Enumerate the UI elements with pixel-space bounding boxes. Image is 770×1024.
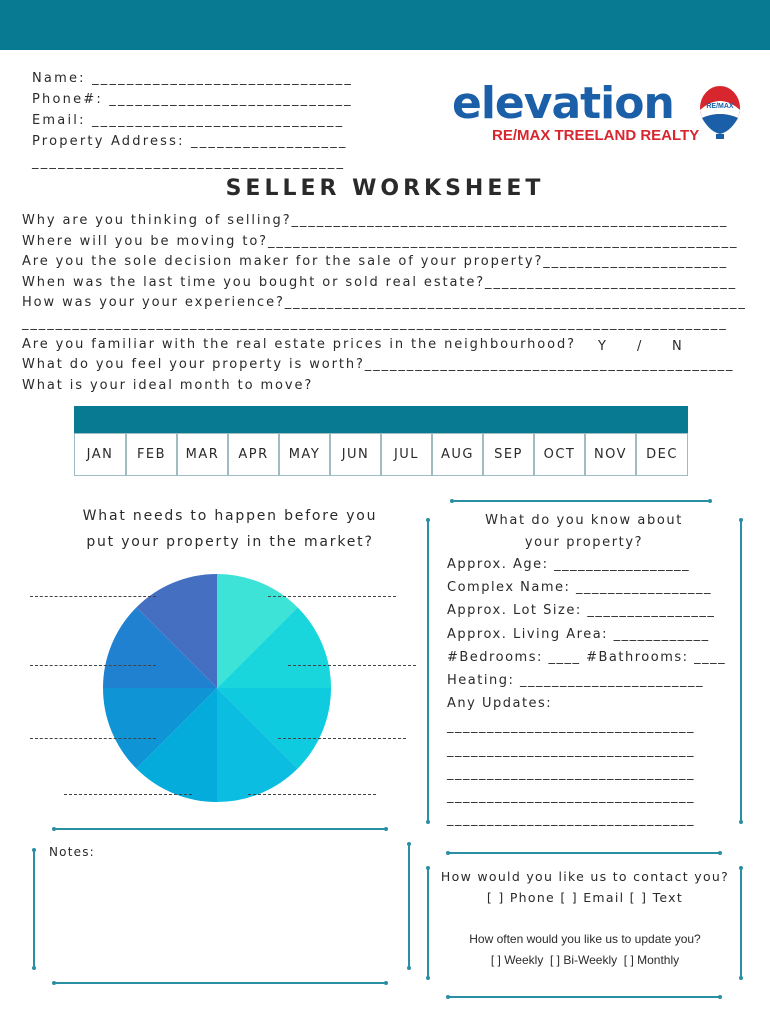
contact-preference [440, 866, 730, 908]
notes-right-border [408, 844, 410, 968]
update-question: How often would you like us to update you? [469, 932, 701, 946]
pie-question-line2: put your property in the market? [86, 534, 374, 550]
notes-label: Notes: [49, 845, 95, 859]
month-dec[interactable]: DEC [636, 433, 688, 476]
question-property-worth[interactable]: What do you feel your property is worth?____________________________________________ [22, 357, 735, 373]
pie-blank-left-4[interactable] [64, 794, 192, 796]
question-last-transaction[interactable]: When was the last time you bought or sold real estate?______________________________ [22, 274, 738, 290]
bed-bath-field[interactable]: #Bedrooms: ____ #Bathrooms: ____ [447, 649, 727, 665]
month-selector [74, 433, 688, 476]
pie-blank-right-1[interactable] [268, 596, 396, 598]
contact-options[interactable]: [ ] Phone [ ] Email [ ] Text [486, 890, 684, 905]
month-jul[interactable]: JUL [381, 433, 432, 476]
month-aug[interactable]: AUG [432, 433, 483, 476]
month-nov[interactable]: NOV [585, 433, 636, 476]
pie-chart [102, 571, 332, 805]
logo-tagline: RE/MAX TREELAND REALTY [492, 127, 700, 144]
notes-bottom-border [54, 982, 386, 984]
months-header-bar [74, 406, 688, 433]
contact-right-border [740, 868, 742, 978]
panel-right-border [740, 520, 742, 822]
border-dot [52, 981, 56, 985]
pie-blank-right-4[interactable] [248, 794, 376, 796]
updates-line[interactable]: _______________________________ [447, 719, 695, 735]
balloon-label: RE/MAX [706, 103, 734, 110]
yes-no-separator: / [637, 339, 642, 354]
logo-wordmark: elevation [452, 78, 674, 129]
panel-left-border [427, 520, 429, 822]
border-dot [446, 851, 450, 855]
question-experience-line2[interactable]: ____________________________________________________________________________________ [22, 315, 728, 331]
border-dot [718, 995, 722, 999]
month-sep[interactable]: SEP [483, 433, 534, 476]
border-dot [739, 518, 743, 522]
month-oct[interactable]: OCT [534, 433, 585, 476]
border-dot [407, 842, 411, 846]
panel-top-border [452, 500, 710, 502]
pie-blank-right-2[interactable] [288, 665, 416, 667]
heating-field[interactable]: Heating: _______________________ [447, 673, 704, 689]
question-ideal-month: What is your ideal month to move? [22, 377, 314, 393]
pie-question-line1: What needs to happen before you [82, 508, 378, 524]
border-dot [718, 851, 722, 855]
month-apr[interactable]: APR [228, 433, 279, 476]
updates-label: Any Updates: [447, 696, 553, 712]
contact-info-block [32, 68, 353, 173]
border-dot [32, 848, 36, 852]
notes-left-border [33, 850, 35, 968]
panel-bottom-border [448, 852, 720, 854]
question-familiar-prices: Are you familiar with the real estate prices in the neighbourhood? [22, 336, 576, 352]
border-dot [32, 966, 36, 970]
page-title: SELLER WORKSHEET [225, 176, 545, 201]
living-area-field[interactable]: Approx. Living Area: ____________ [447, 626, 710, 642]
contact-bottom-border [448, 996, 720, 998]
questions-block [22, 211, 747, 396]
email-field[interactable]: Email: _____________________________ [32, 113, 345, 128]
lot-size-field[interactable]: Approx. Lot Size: ________________ [447, 603, 716, 619]
notes-top-border [54, 828, 386, 830]
border-dot [446, 995, 450, 999]
updates-line[interactable]: _______________________________ [447, 812, 695, 828]
question-why-selling[interactable]: Why are you thinking of selling?____________________________________________________ [22, 213, 729, 228]
border-dot [450, 499, 454, 503]
border-dot [739, 976, 743, 980]
border-dot [739, 866, 743, 870]
question-experience[interactable]: How was your your experience?_______________________________________________________ [22, 295, 747, 311]
company-logo [452, 80, 752, 150]
pie-blank-left-2[interactable] [30, 665, 156, 667]
updates-line[interactable]: _______________________________ [447, 765, 695, 781]
pie-question [80, 503, 380, 555]
remax-balloon-icon [700, 86, 740, 139]
border-dot [384, 981, 388, 985]
month-may[interactable]: MAY [279, 433, 330, 476]
border-dot [384, 827, 388, 831]
pie-blank-left-3[interactable] [30, 738, 156, 740]
property-heading-line2: your property? [524, 535, 644, 550]
approx-age-field[interactable]: Approx. Age: _________________ [447, 557, 691, 572]
pie-blank-right-3[interactable] [278, 738, 406, 740]
no-option[interactable]: N [672, 339, 682, 354]
contact-left-border [427, 868, 429, 978]
border-dot [426, 820, 430, 824]
month-jan[interactable]: JAN [74, 433, 126, 476]
border-dot [426, 518, 430, 522]
update-options[interactable]: [ ] Weekly [ ] Bi-Weekly [ ] Monthly [490, 953, 680, 967]
month-jun[interactable]: JUN [330, 433, 381, 476]
border-dot [739, 820, 743, 824]
property-address-field[interactable]: Property Address: __________________ [32, 134, 348, 149]
phone-field[interactable]: Phone#: ____________________________ [32, 92, 353, 107]
name-field[interactable]: Name: ______________________________ [32, 71, 354, 86]
property-heading-line1: What do you know about [485, 513, 683, 528]
pie-blank-left-1[interactable] [30, 596, 156, 598]
border-dot [426, 866, 430, 870]
property-fields [447, 553, 726, 831]
yes-option[interactable]: Y [598, 339, 606, 354]
updates-line[interactable]: _______________________________ [447, 789, 695, 805]
header-bar [0, 0, 770, 50]
question-decision-maker[interactable]: Are you the sole decision maker for the sale of your property?______________________ [22, 254, 729, 270]
update-preference [440, 929, 730, 971]
updates-line[interactable]: _______________________________ [447, 742, 695, 758]
property-address-line2[interactable]: ____________________________________ [32, 155, 346, 170]
border-dot [52, 827, 56, 831]
complex-name-field[interactable]: Complex Name: _________________ [447, 580, 713, 596]
month-mar[interactable]: MAR [177, 433, 228, 476]
border-dot [407, 966, 411, 970]
property-heading [446, 510, 722, 554]
contact-question: How would you like us to contact you? [440, 869, 730, 884]
question-moving-to[interactable]: Where will you be moving to?________________________________________________________ [22, 233, 739, 249]
border-dot [708, 499, 712, 503]
border-dot [426, 976, 430, 980]
month-feb[interactable]: FEB [126, 433, 177, 476]
